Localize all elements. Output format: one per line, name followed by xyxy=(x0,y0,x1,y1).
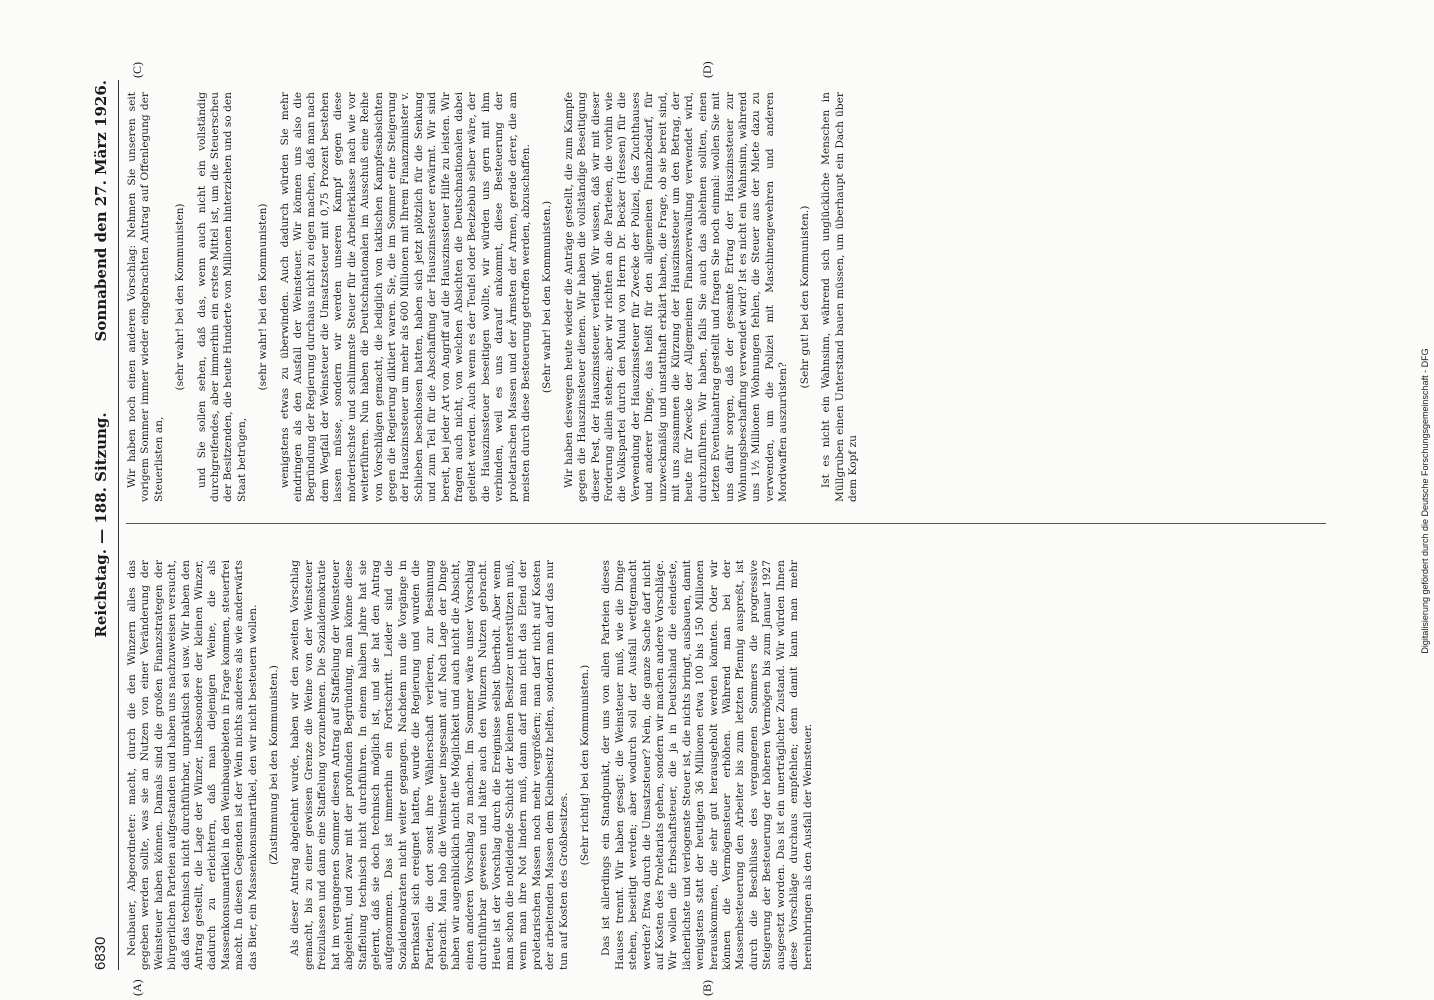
page-number: 6830 xyxy=(92,936,109,970)
dfg-credit-text: Digitalisierung gefördert durch die Deutsche Forschungsgemeinschaft - DFG xyxy=(1420,348,1430,654)
paragraph: wenigstens etwas zu überwinden. Auch dadurch würden Sie mehr eindringen als den Ausfall der Weinsteuer. Wir können uns also die Begründung der Regierung durchaus nicht zu eigen machen, daß man nach dem Wegfall der Weinsteuer die Umsatzsteuer mit 0,75 Prozent bestehen lassen müsse, sondern wir werden unseren Kampf gegen diese mörderischste und schlimmste Steuer für die Arbeiterklasse nach wie vor weiterführen. Nun haben die Deutschnationalen im Ausschuß eine Reihe von Vorschlägen gemacht, die lediglich von taktischen Kampfesabsichten gegen die Regierung diktiert waren. Sie, die im Sommer eine Steigerung der Hauszinssteuer um mehr als 600 Millionen mit Ihrem Finanzminister v. Schlieben beschlossen hatten, haben sich jetzt plötzlich für die Senkung und zum Teil für die Abschaffung der Hauszinssteuer erwärmt. Wir sind bereit, bei jeder Art von Angriff auf die Hauszinssteuer Hilfe zu leisten. Wir fragen auch nicht, von welchen Absichten die Deutschnationalen dabei geleitet werden. Auch wenn es der Teufel oder Beelzebub selber wäre, der die Hauszinssteuer beseitigen wollte, wir würden uns gern mit ihm verbinden, weil es uns darauf ankommt, diese Besteuerung der proletarischen Massen und der Ärmsten der Armen, gerade derer, die am meisten durch diese Besteuerung getroffen werden, abzuschaffen. xyxy=(278,92,532,502)
digitization-note xyxy=(1420,16,1434,986)
margin-mark-c: (C) xyxy=(130,62,144,78)
interjection: (sehr wahr! bei den Kommunisten) xyxy=(174,203,187,391)
paragraph: Wir haben deswegen heute wieder die Anträge gestellt, die zum Kampfe gegen die Hauszinssteuer dienen. Wir haben die vollständige Beseitigung dieser Pest, der Hauszinssteuer, verlangt. Wir wissen, daß wir mit dieser Forderung allein stehen; aber wir richten an die Parteien, die vorhin wie die Volkspartei durch den Mund von Herrn Dr. Becker (Hessen) für die Verwendung der Hauszinssteuer für Zwecke der Polizei, des Zuchthauses und anderer Dinge, das heißt für den allgemeinen Finanzbedarf, für unzweckmäßig und unstatthaft erklärt haben, die Frage, ob sie bereit sind, mit uns zusammen die Kürzung der Hauszinssteuer um den Betrag, der heute für Zwecke der Allgemeinen Finanzverwaltung verwendet wird, durchzuführen. Wir haben, falls Sie auch das ablehnen sollten, einen letzten Eventualantrag gestellt und fragen Sie noch einmal: wollen Sie mit uns dafür sorgen, daß der gesamte Ertrag der Hauszinssteuer zur Wohnungsbeschaffung verwendet wird? Ist es nicht ein Wahnsinn, während uns 1½ Millionen Wohnungen fehlen, die Steuer aus der Miete dazu zu verwenden, um die Polizei mit Maschinengewehren und anderen Mordwaffen auszurüsten? xyxy=(562,92,790,502)
interjection: (Sehr gut! bei den Kommunisten.) xyxy=(798,205,811,389)
paragraph: Wir haben noch einen anderen Vorschlag: Nehmen Sie unseren seit vorigem Sommer immer wieder eingebrachten Antrag auf Offenlegung der Steuerlisten an, xyxy=(126,92,165,502)
left-text-column xyxy=(126,560,1326,970)
interjection: (sehr wahr! bei den Kommunisten) xyxy=(257,203,270,391)
column-divider xyxy=(126,523,1326,524)
paragraph: und Sie sollen sehen, daß das, wenn auch nicht ein vollständig durchgreifendes, aber immerhin ein erstes Mittel ist, um die Steuerscheu der Besitzenden, die heute Hunderte von Millionen hinterziehen und so den Staat betrügen, xyxy=(195,92,248,502)
rotated-document-page xyxy=(90,61,1350,996)
paragraph: Als dieser Antrag abgelehnt wurde, haben wir den zweiten Vorschlag gemacht, bis zu einer gewissen Grenze die Weine von der Weinsteuer freizulassen und dann eine Staffelung vorzunehmen. Die Sozialdemokratie hat im vergangenen Sommer diesen Antrag auf Staffelung der Weinsteuer abgelehnt, und zwar mit der profunden Begründung, man könne diese Staffelung technisch nicht durchführen. In einem halben Jahre hat sie gelernt, daß sie doch technisch möglich ist, und sie hat den Antrag aufgenommen. Das ist immerhin ein Fortschritt. Leider sind die Sozialdemokraten nicht weiter gegangen. Nachdem nun die Vorgänge in Bernkastel sich ereignet hatten, wurde die Regierung und wurden die Parteien, die dort sonst ihre Wählerschaft verlieren, zur Besinnung gebracht. Man hob die Weinsteuer insgesamt auf. Nach Lage der Dinge haben wir augenblicklich nicht die Möglichkeit und auch nicht die Absicht, einen anderen Vorschlag zu machen. Im Sommer wäre unser Vorschlag durchführbar gewesen und hätte auch den Winzern Nutzen gebracht. Heute ist der Vorschlag durch die Ereignisse selbst überholt. Aber wenn man schon die notleidende Schicht der kleinen Besitzer unterstützen muß, wenn man ihre Not lindern muß, dann darf man nicht das Elend der proletarischen Massen noch mehr vergrößern; man darf nicht auf Kosten der arbeitenden Massen dem Kleinbesitz helfen, sondern man darf das nur tun auf Kosten des Großbesitzes. xyxy=(289,560,570,970)
paragraph: Neubauer, Abgeordneter: macht, durch die den Winzern alles das gegeben werden sollte, was sie an Nutzen von einer Veränderung der Weinsteuer haben können. Damals sind die großen Finanzstrategen der bürgerlichen Parteien aufgestanden und haben uns nachzuweisen versucht, daß das technisch nicht durchführbar, unpraktisch sei usw. Wir haben den Antrag gestellt, die Lage der Winzer, insbesondere der kleinen Winzer, dadurch zu erleichtern, daß man diejenigen Weine, die als Massenkonsumartikel in den Weinbaugebieten in Frage kommen, steuerfrei macht. In diesen Gegenden ist der Wein nichts anderes als wie anderwärts das Bier, ein Massenkonsumartikel, den wir nicht besteuern wollen. xyxy=(126,560,259,970)
interjection: (Sehr richtig! bei den Kommunisten.) xyxy=(579,664,591,866)
margin-mark-d: (D) xyxy=(700,61,714,78)
interjection: (Zustimmung bei den Kommunisten.) xyxy=(268,665,281,865)
paragraph: Das ist allerdings ein Standpunkt, der uns von allen Parteien dieses Hauses trennt. Wir haben gesagt: die Weinsteuer muß, wie die Dinge stehen, beseitigt werden; aber wodurch soll der Ausfall wettgemacht werden? Etwa durch die Umsatzsteuer? Nein, die ganze Sache darf nicht auf Kosten des Proletariats gehen, sondern wir machen andere Vorschläge. Wir wollen die Erbschaftsteuer, die ja in Deutschland die elendeste, lächerlichste und verlogenste Steuer ist, die nichts bringt, ausbauen, damit wenigstens statt der heutigen 36 Millionen etwa 100 bis 150 Millionen herauskommen, die sehr gut herausgeholt werden könnten. Oder wir können die Vermögensteuer erhöhen. Während man bei der Massenbesteuerung den Arbeiter bis zum letzten Pfennig auspreßt, ist durch die Beschlüsse des vergangenen Sommers die progressive Steigerung der Besteuerung der höheren Vermögen bis zum Januar 1927 ausgesetzt worden. Das ist ein unerträglicher Zustand. Wir würden Ihnen diese Vorschläge durchaus empfehlen; denn damit kann man mehr hereinbringen als den Ausfall der Weinsteuer. xyxy=(600,560,814,970)
header-rule xyxy=(118,80,119,970)
right-text-column xyxy=(126,92,1326,502)
margin-mark-b: (B) xyxy=(700,980,714,996)
session-title: Reichstag. — 188. Sitzung. xyxy=(92,412,110,638)
session-date: Sonnabend den 27. März 1926. xyxy=(92,80,110,342)
margin-mark-a: (A) xyxy=(130,979,144,996)
paragraph: Ist es nicht ein Wahnsinn, während sich unglückliche Menschen in Müllgruben einen Unterstand bauen müssen, um überhaupt ein Dach über dem Kopf zu xyxy=(820,92,859,502)
page-header xyxy=(90,80,120,970)
interjection: (Sehr wahr! bei den Kommunisten.) xyxy=(541,200,554,394)
